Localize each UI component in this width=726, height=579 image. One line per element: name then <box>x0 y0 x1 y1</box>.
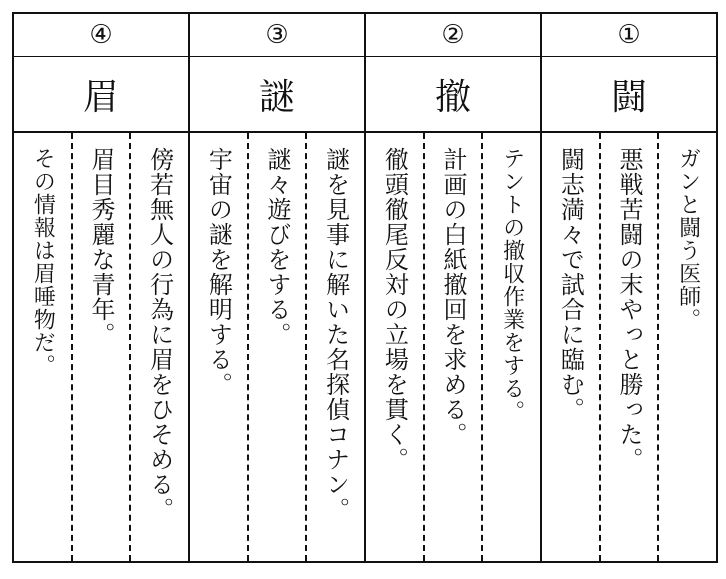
sentence-columns <box>366 133 540 561</box>
sentence-column <box>129 133 188 561</box>
kanji-block-1 <box>540 14 716 561</box>
block-kanji: 謎 <box>190 57 364 133</box>
sentence-column <box>657 133 716 561</box>
block-number: ④ <box>14 14 188 57</box>
example-sentence: その情報は眉唾物だ。 <box>30 147 56 377</box>
block-kanji: 闘 <box>542 57 716 133</box>
kanji-block-2 <box>364 14 540 561</box>
example-sentence: 闘志満々で試合に臨む。 <box>556 147 585 422</box>
example-sentence: ガンと闘う医師。 <box>675 147 701 331</box>
sentence-column <box>599 133 658 561</box>
sentence-columns <box>190 133 364 561</box>
example-sentence: 傍若無人の行為に眉をひそめる。 <box>145 147 174 522</box>
kanji-worksheet <box>12 12 718 563</box>
block-number: ① <box>542 14 716 57</box>
sentence-column <box>423 133 482 561</box>
example-sentence: 謎々遊びをする。 <box>262 147 291 347</box>
sentence-column <box>71 133 130 561</box>
example-sentence: 謎を見事に解いた名探偵コナン。 <box>321 147 350 522</box>
block-number: ② <box>366 14 540 57</box>
example-sentence: 眉目秀麗な青年。 <box>86 147 115 347</box>
sentence-column <box>305 133 364 561</box>
example-sentence: 悪戦苦闘の末やっと勝った。 <box>614 147 643 472</box>
kanji-block-3 <box>188 14 364 561</box>
sentence-column <box>366 133 423 561</box>
block-number: ③ <box>190 14 364 57</box>
example-sentence: 計画の白紙撤回を求める。 <box>438 147 467 447</box>
example-sentence: 徹頭徹尾反対の立場を貫く。 <box>380 147 409 472</box>
sentence-column <box>190 133 247 561</box>
sentence-columns <box>542 133 716 561</box>
sentence-column <box>481 133 540 561</box>
sentence-columns <box>14 133 188 561</box>
sentence-column <box>247 133 306 561</box>
example-sentence: テントの撤収作業をする。 <box>499 147 525 423</box>
block-kanji: 眉 <box>14 57 188 133</box>
kanji-block-4 <box>14 14 188 561</box>
block-kanji: 撤 <box>366 57 540 133</box>
sentence-column <box>542 133 599 561</box>
example-sentence: 宇宙の謎を解明する。 <box>204 147 233 397</box>
sentence-column <box>14 133 71 561</box>
